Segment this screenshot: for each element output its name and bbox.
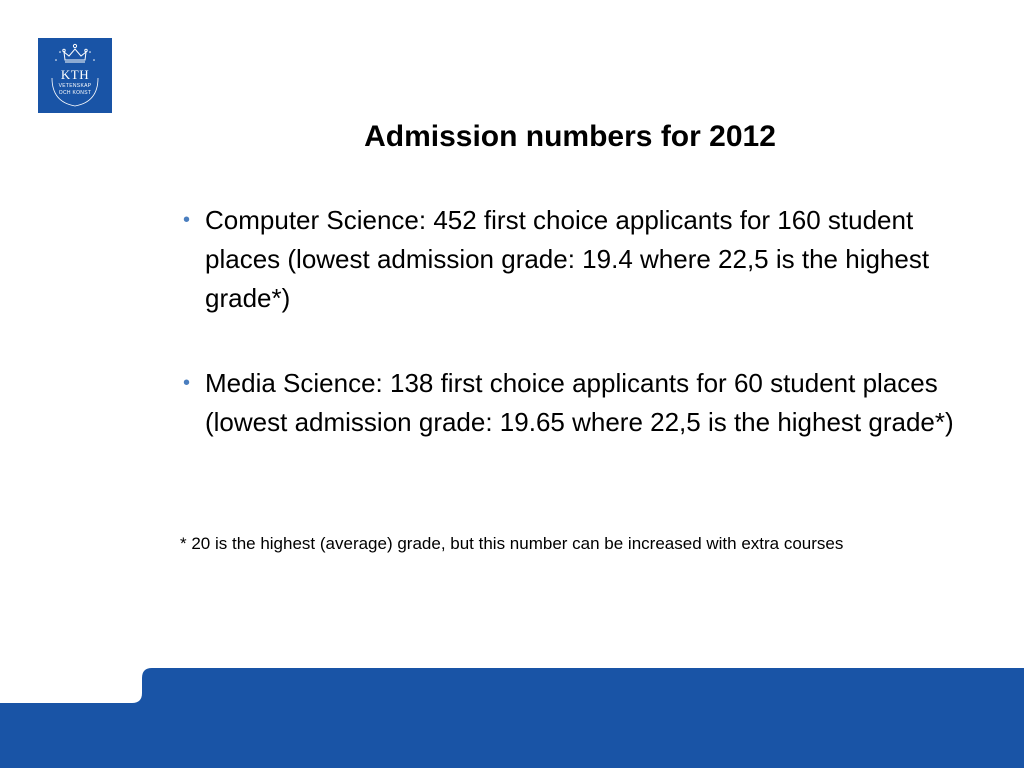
bullet-item (180, 201, 970, 318)
bullet-item (180, 364, 970, 442)
bottom-band (0, 668, 1024, 768)
bullet-text: Computer Science: 452 first choice applicants for 160 student places (lowest admission grade: 19.4 where 22,5 is the highest grade*) (205, 205, 930, 313)
bullet-icon: • (183, 209, 191, 231)
kth-logo (38, 38, 112, 113)
bullet-text: Media Science: 138 first choice applicants for 60 student places (lowest admission grade: 19.65 where 22,5 is the highest grade*) (205, 368, 954, 437)
band-shape (0, 668, 1024, 768)
footnote: * 20 is the highest (average) grade, but this number can be increased with extra courses (180, 534, 844, 553)
bullet-icon: • (183, 372, 191, 394)
logo-line-1: VETENSKAP (58, 83, 92, 89)
bullet-list (180, 201, 970, 488)
logo-line-2: OCH KONST (58, 90, 92, 96)
logo-name: KTH (60, 67, 90, 82)
slide-title: Admission numbers for 2012 (364, 120, 776, 153)
